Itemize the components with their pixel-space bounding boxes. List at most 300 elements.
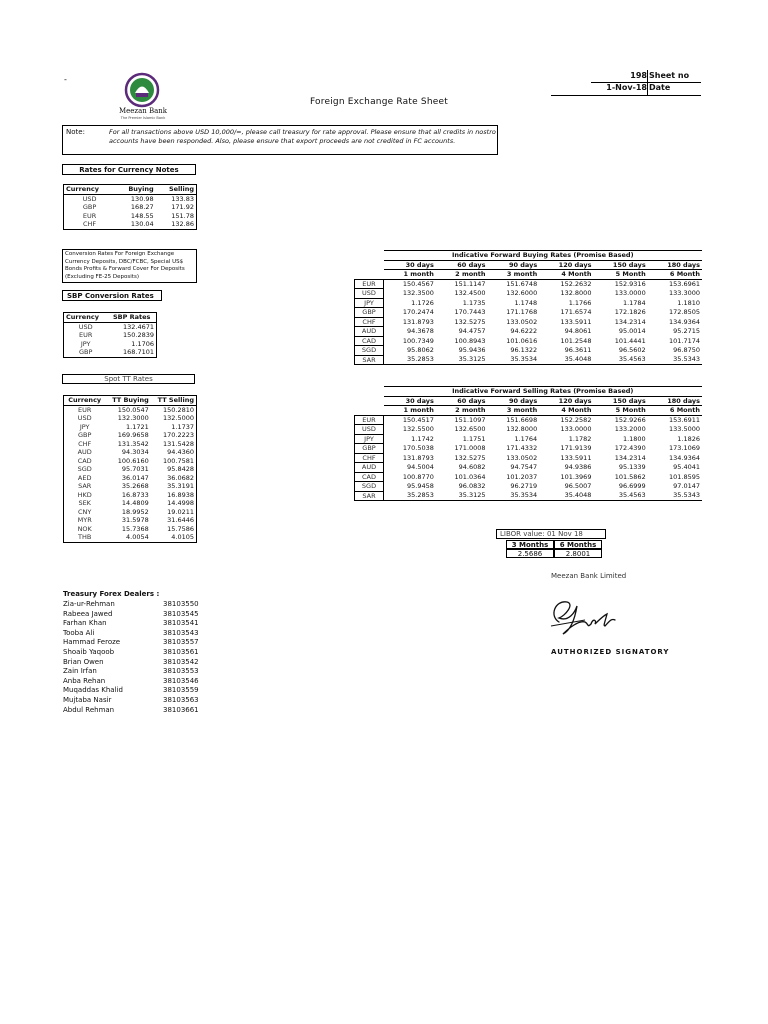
note-box [62, 125, 498, 155]
rate-value: 96.8750 [673, 346, 700, 354]
rate-value: 130.04 [130, 220, 154, 228]
rate-value: 151.78 [171, 211, 194, 220]
tenor-months: 1 month [384, 270, 436, 280]
table-row [64, 348, 157, 357]
table-row [64, 203, 197, 212]
rate-value: 168.27 [130, 203, 154, 211]
rate-value: 1.1748 [514, 298, 538, 307]
forward-title-row [355, 387, 703, 397]
sheet-no-label: Sheet no [649, 71, 690, 80]
rate-value: 101.0616 [506, 336, 538, 345]
currency-code: SEK [78, 499, 91, 507]
rate-value: 35.5343 [648, 491, 702, 501]
table-row [64, 533, 197, 542]
rate-value: 101.8595 [668, 472, 700, 481]
currency-code: EUR [355, 279, 384, 289]
column-header: Buying [115, 185, 155, 195]
rate-value: 132.8000 [506, 425, 538, 433]
rate-value: 95.8062 [407, 346, 434, 354]
table-row [355, 482, 703, 492]
spacer-cell [355, 260, 384, 270]
table-header-row [64, 185, 197, 195]
table-row [355, 434, 703, 444]
sheet-no-value: 198 [630, 71, 647, 80]
currency-code: USD [78, 322, 93, 331]
rate-value: 14.4809 [121, 499, 149, 507]
dealers-list [63, 600, 203, 715]
currency-code: JPY [355, 298, 384, 308]
rate-value: 133.0502 [506, 317, 538, 326]
libor-3m-header: 3 Months [506, 540, 554, 549]
table-row [355, 355, 703, 365]
dealer-row [63, 610, 203, 620]
rate-value: 1.1766 [568, 298, 592, 307]
currency-notes-table [63, 184, 197, 230]
rate-value: 1.1800 [622, 434, 646, 443]
rate-value: 100.8770 [402, 472, 434, 481]
dealer-row [63, 677, 203, 687]
dealer-name: Rabeea Jawed [63, 609, 113, 618]
currency-code: CHF [78, 439, 92, 448]
rate-value: 35.4048 [539, 491, 593, 501]
date-value: 1-Nov-18 [606, 83, 647, 92]
table-row [355, 317, 703, 327]
tenor-days: 90 days [488, 396, 540, 406]
table-row [64, 212, 197, 221]
rate-value: 132.5000 [162, 414, 194, 422]
spacer-cell [355, 251, 384, 261]
rate-value: 132.3500 [402, 289, 434, 297]
currency-code: CAD [355, 336, 384, 346]
spacer-cell [355, 406, 384, 416]
column-header: Currency [64, 313, 108, 323]
rate-value: 132.4671 [122, 322, 154, 331]
rate-value: 96.5007 [564, 482, 592, 490]
rate-value: 150.4567 [402, 279, 434, 288]
dealer-row [63, 686, 203, 696]
rate-value: 172.8505 [668, 308, 700, 316]
rate-value: 16.8733 [121, 490, 149, 499]
currency-code: GBP [77, 431, 92, 439]
rate-value: 132.4500 [454, 289, 486, 297]
currency-code: JPY [79, 422, 90, 431]
rate-value: 101.2548 [560, 336, 592, 345]
currency-code: USD [82, 194, 97, 203]
rate-value: 4.0054 [126, 533, 149, 541]
tenor-days: 180 days [648, 260, 702, 270]
dealer-name: Zain Irfan [63, 667, 97, 676]
tenor-months: 6 Month [648, 406, 702, 416]
rate-value: 94.4360 [167, 448, 194, 456]
sbp-title: SBP Conversion Rates [62, 290, 162, 301]
rate-value: 1.1737 [171, 422, 194, 431]
currency-code: SGD [77, 465, 92, 473]
rate-value: 95.2715 [673, 327, 700, 335]
rate-value: 132.5275 [454, 317, 486, 326]
rate-value: 151.1147 [454, 279, 486, 288]
rate-value: 101.5862 [614, 472, 646, 481]
rate-value: 35.4563 [593, 355, 647, 365]
rate-value: 96.5602 [618, 346, 646, 354]
currency-code: AUD [355, 463, 384, 473]
dealer-name: Anba Rehan [63, 676, 106, 685]
dealer-phone: 38103543 [163, 628, 199, 637]
rate-value: 130.98 [130, 194, 154, 203]
dealer-row [63, 638, 203, 648]
dealer-row [63, 629, 203, 639]
rate-value: 148.55 [130, 211, 154, 220]
tenor-months: 1 month [384, 406, 436, 416]
table-row [64, 516, 197, 525]
currency-code: CHF [355, 453, 384, 463]
dealers-title: Treasury Forex Dealers : [63, 590, 160, 598]
table-row [64, 331, 157, 340]
rate-value: 35.2668 [121, 482, 149, 490]
table-row [355, 491, 703, 501]
rate-value: 134.9364 [668, 317, 700, 326]
dealer-row [63, 658, 203, 668]
sheet-rule [591, 82, 701, 83]
forward-title: Indicative Forward Selling Rates (Promise Based) [384, 387, 703, 397]
tenor-days: 150 days [593, 260, 647, 270]
tenor-months: 4 Month [539, 406, 593, 416]
rate-value: 132.3000 [117, 414, 149, 422]
currency-code: SAR [78, 482, 92, 490]
table-row [64, 465, 197, 474]
dealer-row [63, 706, 203, 716]
rate-value: 35.3534 [488, 355, 540, 365]
currency-code: JPY [80, 339, 91, 348]
rate-value: 96.6999 [618, 482, 646, 490]
libor-box [496, 529, 606, 561]
rate-value: 31.5978 [121, 516, 149, 524]
rate-value: 133.0000 [560, 425, 592, 433]
rate-value: 152.9266 [614, 415, 646, 424]
rate-value: 31.6446 [167, 516, 194, 524]
table-row [355, 289, 703, 299]
currency-code: CHF [355, 317, 384, 327]
rate-value: 1.1706 [131, 339, 154, 348]
currency-notes-title: Rates for Currency Notes [62, 164, 196, 175]
rate-value: 1.1726 [411, 298, 434, 307]
rate-value: 152.9316 [614, 279, 646, 288]
rate-value: 35.4563 [593, 491, 647, 501]
currency-code: EUR [78, 331, 93, 339]
libor-title: LIBOR value: 01 Nov 18 [496, 529, 606, 539]
dealer-row [63, 600, 203, 610]
rate-value: 101.0364 [454, 472, 486, 481]
table-header-row [64, 396, 197, 406]
currency-code: EUR [77, 405, 92, 414]
rate-value: 15.7586 [167, 524, 194, 533]
rate-value: 132.5500 [402, 425, 434, 433]
rate-value: 171.4332 [506, 444, 538, 452]
currency-code: GBP [355, 444, 384, 454]
rate-value: 95.7031 [121, 465, 149, 473]
page-title: Foreign Exchange Rate Sheet [310, 97, 448, 107]
rate-value: 171.6574 [560, 308, 592, 316]
column-header: TT Selling [151, 396, 197, 406]
table-row [64, 499, 197, 508]
table-row [64, 457, 197, 466]
dealer-name: Hammad Feroze [63, 638, 121, 647]
table-row [355, 336, 703, 346]
header-dash: - [64, 75, 67, 84]
table-row [355, 425, 703, 435]
rate-value: 15.7368 [121, 524, 149, 533]
signatory-label: AUTHORIZED SIGNATORY [551, 648, 670, 656]
table-row [64, 220, 197, 229]
conversion-note: Conversion Rates For Foreign Exchange Currency Deposits, DBC/FCBC, Special US$ Bonds Profits & Forward Cover For Deposits (Excluding FE-25 Deposits) [62, 249, 197, 283]
rate-value: 133.5911 [560, 317, 592, 326]
rate-value: 94.6082 [458, 463, 486, 471]
rate-value: 4.0105 [171, 533, 194, 541]
rate-value: 1.1721 [126, 422, 149, 431]
rate-value: 35.3125 [436, 355, 488, 365]
dealer-row [63, 648, 203, 658]
dealer-row [63, 667, 203, 677]
dealer-name: Zia-ur-Rehman [63, 600, 115, 608]
rate-value: 133.2000 [614, 425, 646, 433]
currency-code: AED [77, 473, 92, 482]
currency-code: GBP [78, 348, 93, 356]
dealer-row [63, 696, 203, 706]
rate-value: 151.1097 [454, 415, 486, 424]
rate-value: 172.4390 [614, 444, 646, 452]
rate-value: 94.6222 [510, 327, 538, 335]
currency-code: EUR [82, 211, 97, 220]
rate-value: 35.4048 [539, 355, 593, 365]
rate-value: 94.9386 [564, 463, 592, 471]
rate-value: 97.0147 [673, 482, 700, 490]
rate-value: 170.2474 [402, 308, 434, 316]
forward-title-row [355, 251, 703, 261]
dealer-phone: 38103546 [163, 676, 199, 685]
tenor-days: 180 days [648, 396, 702, 406]
rate-value: 171.92 [171, 203, 194, 211]
sbp-table [63, 312, 157, 358]
rate-value: 170.5038 [402, 444, 434, 452]
rate-value: 35.3534 [488, 491, 540, 501]
rate-value: 170.2223 [162, 431, 194, 439]
rate-value: 35.2853 [384, 491, 436, 501]
tenor-months: 3 month [488, 270, 540, 280]
libor-6m-value: 2.8001 [554, 549, 602, 558]
rate-value: 100.8943 [454, 336, 486, 345]
rate-value: 101.3969 [560, 472, 592, 481]
rate-value: 101.7174 [668, 336, 700, 345]
table-header-row [64, 313, 157, 323]
currency-code: SAR [355, 355, 384, 365]
dealer-phone: 38103563 [163, 695, 199, 704]
tenor-months: 4 Month [539, 270, 593, 280]
rate-value: 95.0014 [618, 327, 646, 335]
tenor-days: 60 days [436, 396, 488, 406]
dealer-phone: 38103559 [163, 686, 199, 695]
rate-value: 100.6160 [117, 456, 149, 465]
rate-value: 35.2853 [384, 355, 436, 365]
rate-value: 132.86 [171, 220, 194, 228]
table-row [355, 279, 703, 289]
dealer-name: Mujtaba Nasir [63, 695, 112, 704]
dealer-phone: 38103541 [163, 619, 199, 628]
meezan-logo-icon [124, 72, 160, 108]
dealer-phone: 38103553 [163, 667, 199, 676]
currency-code: USD [355, 289, 384, 299]
rate-value: 101.4441 [614, 336, 646, 345]
table-row [355, 346, 703, 356]
rate-value: 134.9364 [668, 453, 700, 462]
table-row [355, 472, 703, 482]
rate-value: 94.3678 [407, 327, 434, 335]
rate-value: 35.3125 [436, 491, 488, 501]
table-row [355, 415, 703, 425]
rate-value: 95.1339 [618, 463, 646, 471]
currency-code: EUR [355, 415, 384, 425]
tenor-months: 2 month [436, 406, 488, 416]
table-row [64, 525, 197, 534]
rate-value: 94.3034 [121, 448, 149, 456]
rate-value: 133.83 [171, 194, 194, 203]
rate-value: 1.1742 [411, 434, 434, 443]
table-row [64, 448, 197, 457]
rate-value: 153.6961 [668, 279, 700, 288]
table-row [355, 463, 703, 473]
note-label: Note: [66, 128, 85, 136]
spot-title: Spot TT Rates [62, 374, 195, 384]
note-text: For all transactions above USD 10,000/=, please call treasury for rate approval. Please ensure that all credits in nostro accounts have been responded. Also, please ensure that export proceeds are not credited in FC accounts. [109, 128, 496, 145]
rate-value: 169.9658 [117, 431, 149, 439]
rate-value: 101.2037 [506, 472, 538, 481]
tenor-months: 2 month [436, 270, 488, 280]
column-header: Selling [156, 185, 197, 195]
rate-value: 96.0832 [458, 482, 486, 490]
rate-value: 100.7349 [402, 336, 434, 345]
table-row [64, 423, 197, 432]
rate-value: 1.1764 [514, 434, 538, 443]
dealer-name: Muqaddas Khalid [63, 686, 123, 695]
rate-value: 171.1768 [506, 308, 538, 316]
dealer-name: Shoaib Yaqoob [63, 647, 115, 656]
sheet-info [551, 70, 701, 98]
table-row [64, 405, 197, 414]
rate-value: 133.0502 [506, 453, 538, 462]
currency-code: CNY [78, 507, 92, 516]
forward-days-row [355, 260, 703, 270]
tenor-days: 30 days [384, 396, 436, 406]
currency-code: SAR [355, 491, 384, 501]
column-header: Currency [64, 185, 116, 195]
rate-value: 150.2810 [162, 405, 194, 414]
rate-value: 100.7581 [162, 456, 194, 465]
currency-code: USD [77, 414, 92, 422]
tenor-days: 150 days [593, 396, 647, 406]
table-row [64, 340, 157, 349]
currency-code: THB [78, 533, 92, 541]
tenor-days: 90 days [488, 260, 540, 270]
rate-value: 153.6911 [668, 415, 700, 424]
tenor-months: 5 Month [593, 406, 647, 416]
rate-value: 95.9436 [458, 346, 486, 354]
currency-code: HKD [77, 490, 92, 499]
currency-code: JPY [355, 434, 384, 444]
table-row [355, 298, 703, 308]
currency-code: CAD [355, 472, 384, 482]
forward-title: Indicative Forward Buying Rates (Promise Based) [384, 251, 703, 261]
rate-value: 133.5000 [668, 425, 700, 433]
rate-value: 132.8000 [560, 289, 592, 297]
dealer-phone: 38103561 [163, 647, 199, 656]
dealer-phone: 38103542 [163, 657, 199, 666]
rate-value: 1.1784 [622, 298, 646, 307]
rate-value: 134.2314 [614, 453, 646, 462]
rate-value: 134.2314 [614, 317, 646, 326]
dealer-name: Abdul Rehman [63, 705, 115, 714]
bank-name: Meezan Bank [118, 107, 168, 115]
dealer-name: Farhan Khan [63, 619, 107, 628]
rate-value: 36.0682 [167, 473, 194, 482]
dealer-row [63, 619, 203, 629]
dealer-phone: 38103550 [163, 600, 199, 608]
rate-value: 133.0000 [614, 289, 646, 297]
rate-value: 133.5911 [560, 453, 592, 462]
table-row [64, 440, 197, 449]
rate-value: 95.8428 [167, 465, 194, 473]
spacer-cell [355, 270, 384, 280]
column-header: TT Buying [105, 396, 150, 406]
table-row [64, 474, 197, 483]
currency-code: SGD [355, 482, 384, 492]
table-row [64, 194, 197, 203]
table-row [355, 308, 703, 318]
dealer-name: Brian Owen [63, 657, 104, 666]
table-row [64, 414, 197, 423]
rate-value: 35.3191 [167, 482, 194, 490]
tenor-months: 6 Month [648, 270, 702, 280]
signatory-company: Meezan Bank Limited [551, 572, 627, 580]
table-row [64, 508, 197, 517]
rate-value: 94.8061 [564, 327, 592, 335]
spot-tt-table [63, 395, 197, 543]
rate-value: 150.0547 [117, 405, 149, 414]
signature-icon [545, 592, 635, 640]
dealer-phone: 38103545 [163, 609, 199, 618]
bank-tagline: The Premier Islamic Bank [120, 116, 166, 120]
dealer-phone: 38103661 [163, 705, 199, 714]
dealer-phone: 38103557 [163, 638, 199, 647]
rate-value: 133.3000 [668, 289, 700, 297]
currency-code: AUD [77, 448, 92, 456]
rate-value: 151.6748 [506, 279, 538, 288]
date-label: Date [649, 83, 671, 92]
libor-3m-value: 2.5686 [506, 549, 554, 558]
tenor-days: 120 days [539, 396, 593, 406]
rate-value: 171.9139 [560, 444, 592, 452]
column-header: SBP Rates [107, 313, 156, 323]
rate-value: 95.9458 [407, 482, 434, 490]
table-row [355, 453, 703, 463]
rate-value: 94.5004 [407, 463, 434, 471]
forward-buying-table [354, 250, 702, 365]
tenor-days: 30 days [384, 260, 436, 270]
rate-value: 132.5275 [454, 453, 486, 462]
forward-days-row [355, 396, 703, 406]
tenor-months: 5 Month [593, 270, 647, 280]
rate-value: 19.0211 [167, 507, 194, 516]
rate-value: 96.3611 [564, 346, 592, 354]
rate-value: 94.4757 [458, 327, 486, 335]
currency-code: NOK [77, 524, 92, 533]
